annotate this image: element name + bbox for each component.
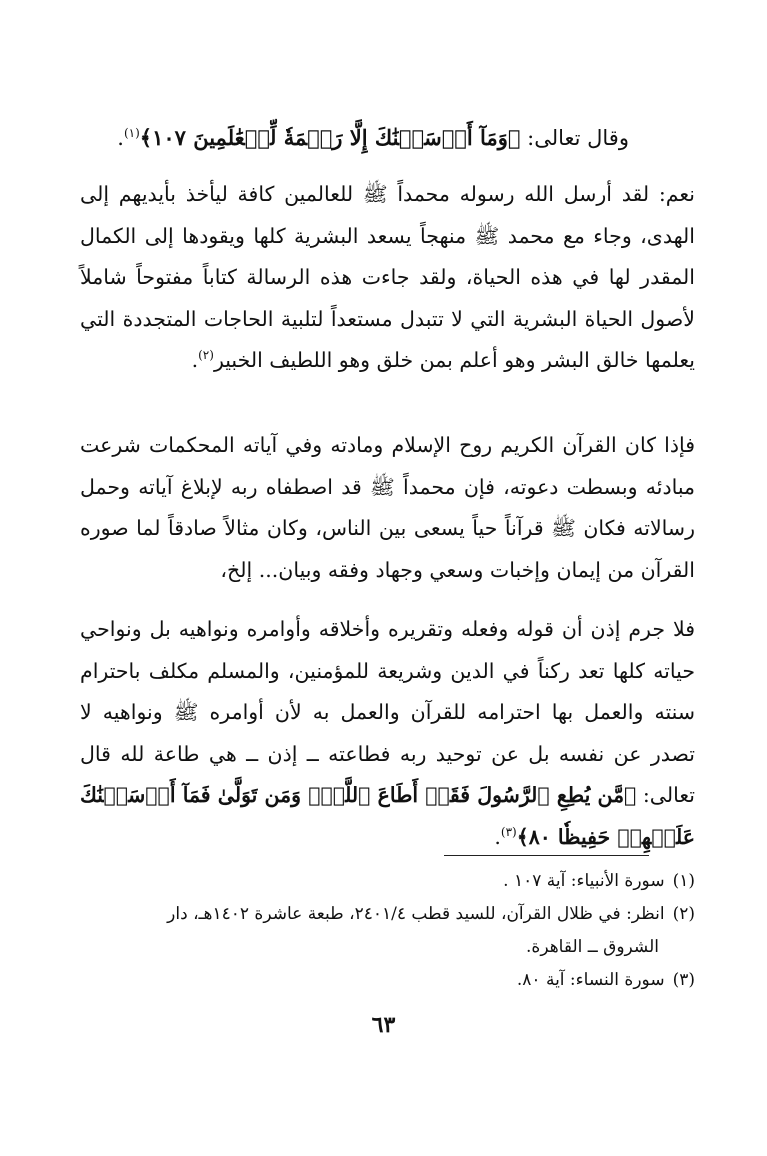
footnote-1-text: سورة الأنبياء: آية ١٠٧ . bbox=[503, 871, 665, 891]
paragraph-2-text: فإذا كان القرآن الكريم روح الإسلام ومادته وفي آياته المحكمات شرعت مبادئه وبسطت دعوته، فإن محمداً ﷺ قد اصطفاه ربه لإبلاغ آياته وحمل رسالاته فكان ﷺ قرآناً حياً يسعى بين الناس، وكان مثالاً صادقاً لما صوره القرآن من إيمان وإخبات وسعي وجهاد وفقه وبيان... إلخ، bbox=[80, 433, 695, 582]
footnotes bbox=[70, 865, 695, 997]
paragraph-3 bbox=[80, 609, 695, 858]
footnote-ref-2: (٢) bbox=[198, 348, 214, 363]
footnote-2 bbox=[70, 898, 695, 931]
footnote-1-number: (١) bbox=[672, 871, 695, 891]
paragraph-1 bbox=[80, 174, 695, 382]
paragraph-1-end: . bbox=[191, 348, 199, 372]
footnote-3 bbox=[70, 964, 695, 997]
footnote-2-text: انظر: في ظلال القرآن، للسيد قطب ٢٤٠١/٤، طبعة عاشرة ١٤٠٢هـ، دار bbox=[167, 904, 665, 924]
footnote-divider bbox=[444, 855, 649, 856]
footnote-2-number: (٢) bbox=[672, 904, 695, 924]
quran-verse-nisa: ﴿مَّن يُطِعِ ٱلرَّسُولَ فَقَدۡ أَطَاعَ ٱللَّهَۖ وَمَن تَوَلَّىٰ فَمَآ أَرۡسَلۡنَٰكَ عَلَيۡهِمۡ حَفِيظٗا ٨٠﴾ bbox=[80, 783, 695, 849]
footnote-2-continuation: الشروق ــ القاهرة. bbox=[526, 937, 659, 957]
footnote-ref-1: (١) bbox=[123, 126, 140, 140]
paragraph-2 bbox=[80, 425, 695, 591]
footnote-3-number: (٣) bbox=[672, 970, 695, 990]
quote-end: . bbox=[117, 126, 124, 150]
footnote-1 bbox=[70, 865, 695, 898]
page-number: ٦٣ bbox=[371, 1012, 396, 1038]
quote-line bbox=[109, 118, 629, 158]
paragraph-3-text: فلا جرم إذن أن قوله وفعله وتقريره وأخلاقه وأوامره ونواهيه بل ونواحي حياته كلها تعد ركناً في الدين وشريعة للمؤمنين، والمسلم مكلف باحترام سنته والعمل بها احترامه للقرآن والعمل به لأن أوامره ﷺ ونواهيه لا تصدر عن نفسه بل عن توحيد ربه فطاعته ــ إذن ــ هي طاعة لله قال تعالى: bbox=[80, 617, 695, 807]
footnote-3-text: سورة النساء: آية ٨٠. bbox=[516, 970, 665, 990]
paragraph-1-text: نعم: لقد أرسل الله رسوله محمداً ﷺ للعالمين كافة ليأخذ بأيديهم إلى الهدى، وجاء مع محمد ﷺ منهجاً يسعد البشرية كلها ويقودها إلى الكمال المقدر لها في هذه الحياة، ولقد جاءت هذه الرسالة كتاباً مفتوحاً شاملاً لأصول الحياة البشرية التي لا تتبدل مستعداً لتلبية الحاجات المتجددة التي يعلمها خالق البشر وهو أعلم بمن خلق وهو اللطيف الخبير bbox=[80, 182, 695, 372]
quote-intro: وقال تعالى: bbox=[520, 126, 629, 150]
quran-verse-anbiya: ﴿وَمَآ أَرۡسَلۡنَٰكَ إِلَّا رَحۡمَةٗ لِّلۡعَٰلَمِينَ ١٠٧﴾ bbox=[139, 125, 521, 150]
footnote-ref-3: (٣) bbox=[500, 824, 517, 839]
paragraph-3-end: . bbox=[494, 824, 501, 849]
